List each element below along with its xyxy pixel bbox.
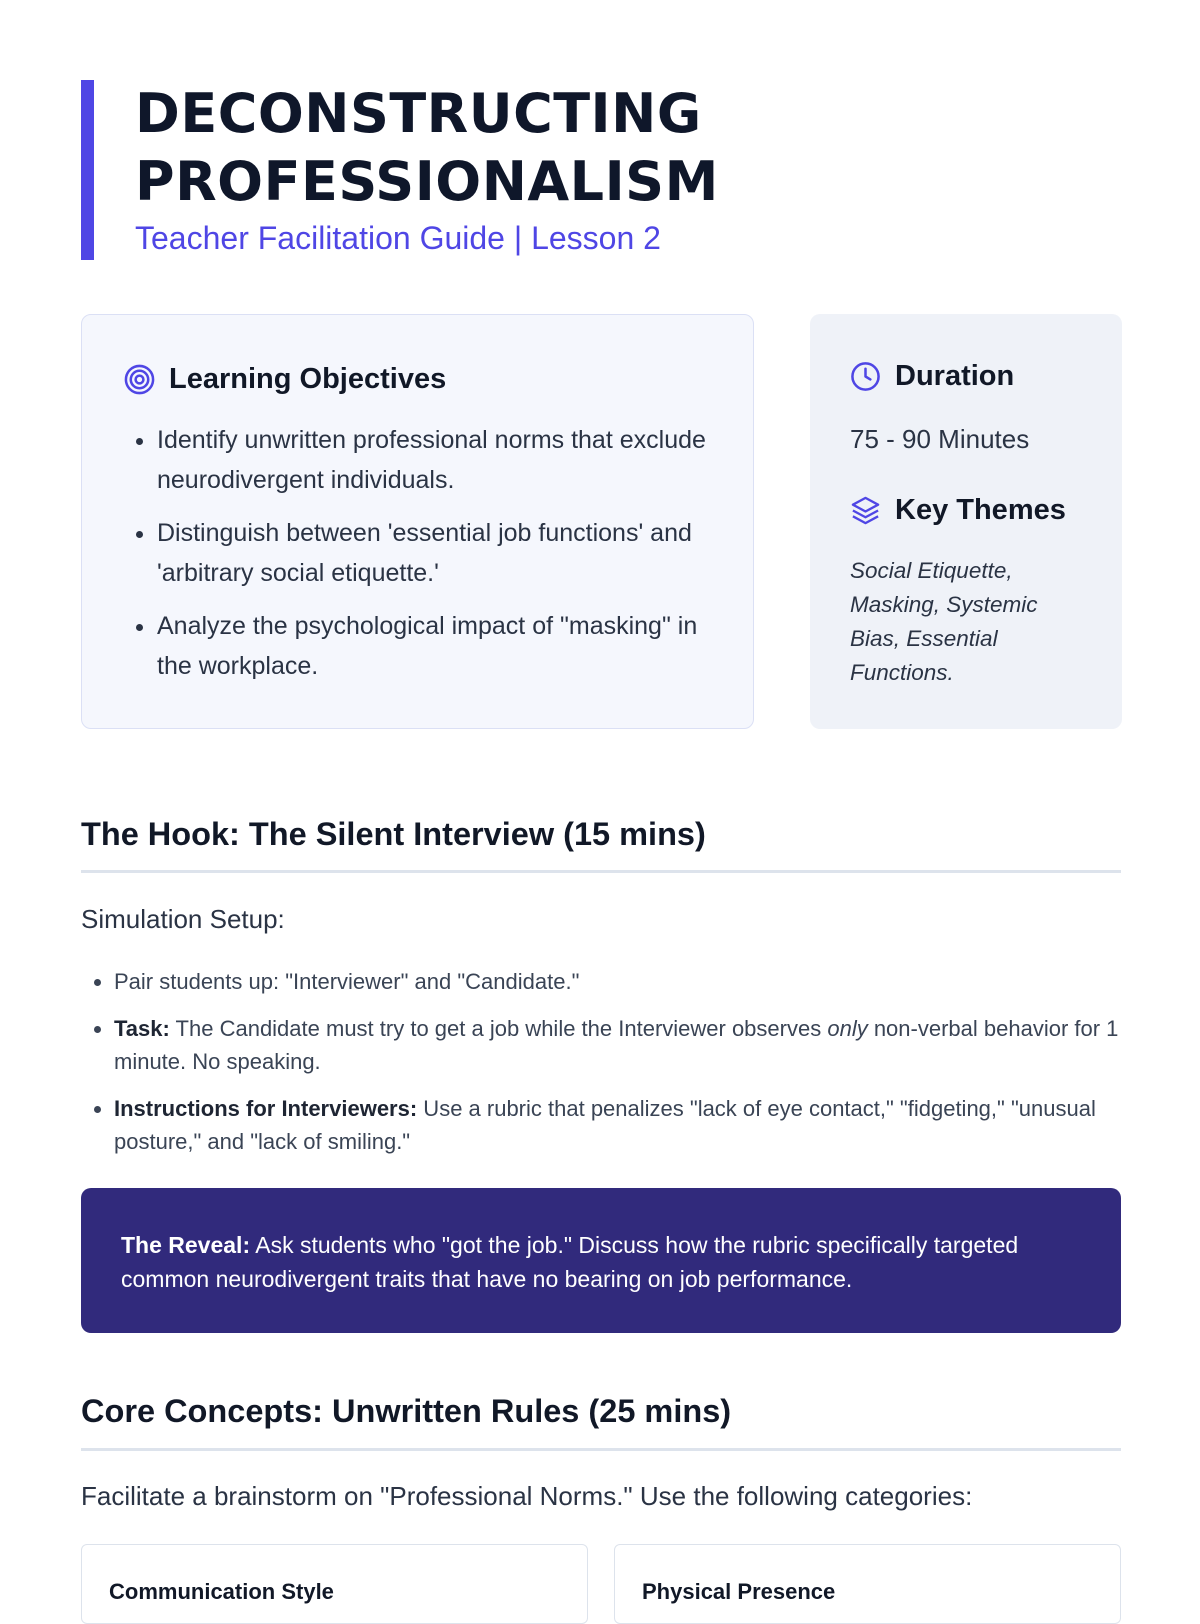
page-subtitle: Teacher Facilitation Guide | Lesson 2 — [135, 220, 661, 256]
hook-section-title: The Hook: The Silent Interview (15 mins) — [81, 816, 706, 852]
section-divider — [81, 1448, 1121, 1451]
list-item: • Pair students up: "Interviewer" and "Candidate." — [114, 965, 1124, 998]
learning-objectives-card — [81, 314, 754, 729]
duration-value: 75 - 90 Minutes — [850, 424, 1030, 454]
key-themes-value: Social Etiquette, Masking, Systemic Bias, Essential Functions. — [850, 558, 1038, 685]
category-card-physical-presence — [614, 1544, 1121, 1624]
key-themes-heading — [850, 494, 1066, 527]
accent-bar — [81, 80, 94, 260]
reveal-label: The Reveal: — [121, 1232, 251, 1258]
clock-icon — [850, 361, 881, 392]
header — [81, 80, 1121, 260]
simulation-setup-label: Simulation Setup: — [81, 904, 285, 934]
category-title: Communication Style — [109, 1579, 334, 1604]
section-divider — [81, 870, 1121, 873]
list-item: • Distinguish between 'essential job functions' and 'arbitrary social etiquette.' — [157, 513, 717, 593]
reveal-callout — [81, 1188, 1121, 1333]
category-card-communication-style — [81, 1544, 588, 1624]
page-title: DECONSTRUCTING PROFESSIONALISM — [135, 82, 719, 213]
reveal-text: Ask students who "got the job." Discuss how the rubric specifically targeted common neurodivergent traits that have no bearing on job performance. — [121, 1232, 1019, 1292]
list-item: • Instructions for Interviewers: Use a rubric that penalizes "lack of eye contact," "fidgeting," "unusual posture," and "lack of smiling." — [114, 1092, 1124, 1158]
brainstorm-intro: Facilitate a brainstorm on "Professional Norms." Use the following categories: — [81, 1481, 973, 1511]
objectives-list — [125, 420, 717, 699]
core-concepts-title: Core Concepts: Unwritten Rules (25 mins) — [81, 1393, 732, 1429]
duration-title: Duration — [895, 360, 1015, 392]
list-item: • Analyze the psychological impact of "masking" in the workplace. — [157, 606, 717, 686]
category-title: Physical Presence — [642, 1579, 836, 1604]
layers-icon — [850, 495, 881, 526]
learning-objectives-title: Learning Objectives — [169, 363, 447, 395]
list-item: • Identify unwritten professional norms that exclude neurodivergent individuals. — [157, 420, 717, 500]
list-item: • Task: The Candidate must try to get a job while the Interviewer observes only non-verbal behavior for 1 minute. No speaking. — [114, 1012, 1124, 1078]
key-themes-title: Key Themes — [895, 494, 1066, 526]
summary-card — [810, 314, 1122, 729]
learning-objectives-heading — [124, 363, 446, 396]
duration-heading — [850, 360, 1014, 393]
target-icon — [124, 364, 155, 395]
simulation-setup-list — [81, 965, 1124, 1172]
